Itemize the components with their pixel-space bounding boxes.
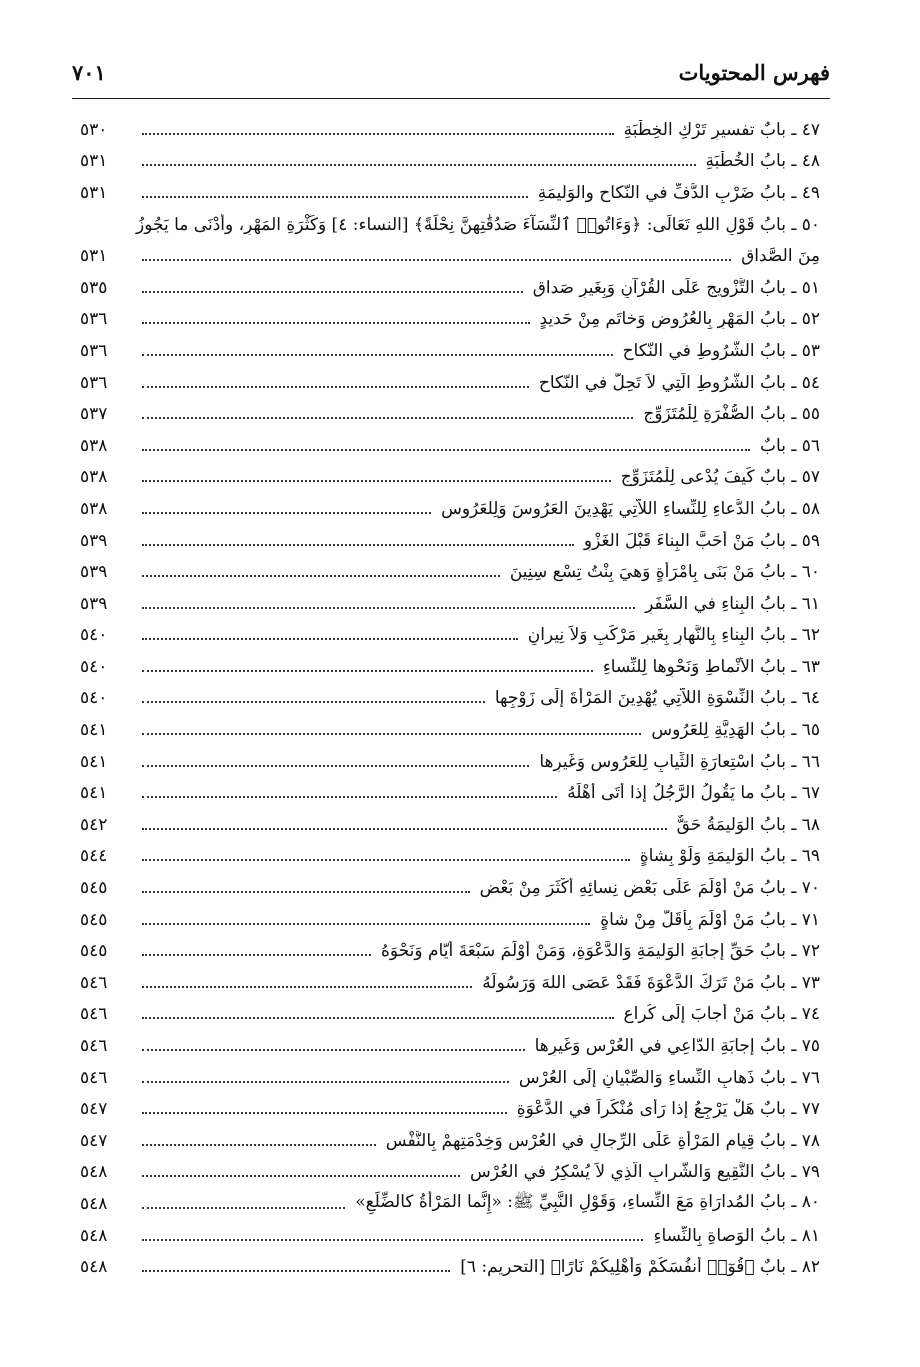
toc-entry — [80, 1251, 820, 1283]
toc-entry-page: ٥٤٦ — [80, 1036, 108, 1057]
toc-entry-title: ٥٢ ـ بابُ المَهْرِ بِالعُرُوضِ وَخاتَمٍ مِنْ حَديدٍ — [539, 309, 820, 330]
dot-leader — [142, 1112, 507, 1114]
toc-entry-title: ٦٢ ـ بابُ البِناءِ بِالنَّهارِ بِغَيرِ مَرْكَبٍ وَلاَ نِيرانٍ — [527, 625, 820, 646]
toc-entry-title: ٦٤ ـ بابُ النِّسْوَةِ اللاّتِي يُهْدِينَ المَرْأَةَ إِلَى زَوْجِها — [494, 688, 820, 709]
toc-entry-title: ٤٧ ـ بابٌ تفسيرِ تَرْكِ الخِطْبَةِ — [623, 119, 820, 140]
dot-leader — [142, 1175, 460, 1177]
toc-entry-page: ٥٤٠ — [80, 656, 108, 677]
toc-entry-page: ٥٤٨ — [80, 1257, 108, 1278]
page-title: فهرس المحتويات — [678, 60, 830, 85]
toc-entry-page: ٥٤٦ — [80, 1004, 108, 1025]
dot-leader — [142, 1049, 525, 1051]
toc-entry-page: ٥٣٦ — [80, 372, 108, 393]
toc-entry-title: ٧٩ ـ بابُ النَّقِيعِ وَالشَّرابِ الَّذِي لاَ يُسْكِرُ في العُرْسِ — [469, 1162, 820, 1183]
toc-entry-title: مِنَ الصَّداقِ — [741, 246, 820, 267]
toc-entry — [80, 999, 820, 1031]
toc-entry — [80, 1093, 820, 1125]
toc-entry — [80, 398, 820, 430]
toc-entry — [80, 430, 820, 462]
toc-entry-title: ٦٥ ـ بابُ الهَدِيَّةِ لِلعَرُوسِ — [651, 720, 820, 741]
toc-entry-page: ٥٤١ — [80, 783, 108, 804]
toc-entry-title: ٧٥ ـ بابُ إِجابَةِ الدّاعِي في العُرْسِ وَغَيرِها — [534, 1036, 820, 1057]
toc-entry-title: ٥٩ ـ بابُ مَنْ أَحَبَّ البِناءَ قَبْلَ الغَزْوِ — [583, 530, 820, 551]
toc-entry-title: ٤٩ ـ بابُ ضَرْبِ الدُّفِّ في النّكاح والوَليمَةِ — [537, 182, 820, 203]
toc-entry — [80, 620, 820, 652]
toc-entry-title: ٦٩ ـ بابُ الوَليمَةِ وَلَوْ بِشاةٍ — [639, 846, 820, 867]
toc-entry — [80, 746, 820, 778]
toc-entry-page: ٥٤٨ — [80, 1162, 108, 1183]
toc-entry — [80, 462, 820, 494]
toc-entry-title: ٥١ ـ بابُ التَّزْويجِ عَلَى القُرْآنِ وَبِغَيرِ صَداقٍ — [532, 277, 820, 298]
toc-entry-title: ٥٣ ـ بابُ الشُّرُوطِ في النّكاحِ — [622, 340, 820, 361]
dot-leader — [142, 291, 523, 293]
toc-entry-title: ٧٢ ـ بابُ حَقِّ إِجابَةِ الوَليمَةِ وَالدَّعْوَةِ، وَمَنْ أَوْلَمَ سَبْعَةَ أَيّامٍ وَنَحْوَهُ — [381, 941, 820, 962]
toc-entry-page: ٥٣٦ — [80, 309, 108, 330]
dot-leader — [142, 575, 500, 577]
toc-entry-page: ٥٣١ — [80, 246, 108, 267]
dot-leader — [142, 164, 696, 166]
toc-entry — [80, 525, 820, 557]
toc-entry — [80, 683, 820, 715]
dot-leader — [142, 607, 635, 609]
dot-leader — [142, 512, 431, 514]
page-header — [72, 52, 830, 99]
toc-entry — [80, 714, 820, 746]
dot-leader — [142, 322, 530, 324]
toc-entry-title: ٧٧ ـ بابٌ هَلْ يَرْجِعُ إِذا رَأَى مُنْكَراً في الدَّعْوَةِ — [516, 1099, 820, 1120]
toc-entry-page: ٥٤٧ — [80, 1130, 108, 1151]
toc-entry-page: ٥٤٥ — [80, 909, 108, 930]
toc-entry-page: ٥٣٨ — [80, 467, 108, 488]
toc-entry-page: ٥٤٦ — [80, 972, 108, 993]
toc-entry-title: ٥٥ ـ بابُ الصُّفْرَةِ لِلْمُتَزَوِّجِ — [643, 404, 820, 425]
toc-entry — [80, 493, 820, 525]
toc-entry-page: ٥٤١ — [80, 751, 108, 772]
toc-entry-title: ٧١ ـ بابُ مَنْ أَوْلَمَ بِأَقَلَّ مِنْ شاةٍ — [600, 909, 820, 930]
dot-leader — [142, 133, 614, 135]
dot-leader — [142, 544, 574, 546]
toc-entry-title: ٨٢ ـ بابٌ ﴿قُوٓا۟ أَنفُسَكُمْ وَأَهْلِيكُمْ نَارًا﴾ [التحريم: ٦] — [460, 1257, 820, 1278]
toc-entry-page: ٥٣٩ — [80, 593, 108, 614]
toc-entry-title: ٨١ ـ بابُ الوَصاةِ بِالنِّساءِ — [653, 1225, 820, 1246]
toc-entry — [80, 1125, 820, 1157]
dot-leader — [142, 1270, 450, 1272]
toc-entry-title: ٦٠ ـ بابُ مَنْ بَنَى بِامْرَأَةٍ وَهيَ بِنْتُ تِسْعِ سِنِينَ — [509, 562, 820, 583]
toc-entry — [80, 272, 820, 304]
toc-entry-page: ٥٤٠ — [80, 625, 108, 646]
dot-leader — [142, 1144, 376, 1146]
toc-entry — [80, 556, 820, 588]
toc-entry-title: ٧٨ ـ بابُ قِيامِ المَرْأَةِ عَلَى الرِّجالِ في العُرْسِ وَخِدْمَتِهِمْ بِالنَّفْسِ — [385, 1130, 820, 1151]
toc-entry-page: ٥٣٩ — [80, 530, 108, 551]
toc-entry-page: ٥٤٧ — [80, 1099, 108, 1120]
toc-entry-title: ٥٨ ـ بابُ الدُّعاءِ لِلنِّساءِ اللاّتِي يَهْدِينَ العَرُوسَ وَلِلعَرُوسِ — [441, 498, 820, 519]
dot-leader — [142, 701, 485, 703]
toc-entry-page: ٥٤٦ — [80, 1067, 108, 1088]
dot-leader — [142, 954, 371, 956]
toc-entry-page: ٥٣٩ — [80, 562, 108, 583]
toc-entry-page: ٥٤٨ — [80, 1193, 108, 1214]
toc-entry — [80, 1157, 820, 1189]
dot-leader — [142, 417, 633, 419]
dot-leader — [142, 1207, 345, 1209]
toc-entry-title: ٧٠ ـ بابُ مَنْ أَوْلَمَ عَلَى بَعْضِ نِسائِهِ أَكْثَرَ مِنْ بَعْضٍ — [479, 878, 820, 899]
toc-entry-title: ٥٠ ـ بابُ قَوْلِ اللهِ تَعَالَى: ﴿وَءَاتُوا۟ ٱلنِّسَآءَ صَدُقَٰتِهِنَّ نِحْلَةً﴾ [النساء: ٤] وَكَثْرَةِ المَهْرِ، وأَدْنَى ما يَجُوزُ — [136, 215, 820, 236]
dot-leader — [142, 859, 630, 861]
dot-leader — [142, 259, 731, 261]
toc-entry-title: ٤٨ ـ بابُ الخُطْبَةِ — [705, 151, 820, 172]
dot-leader — [142, 1239, 643, 1241]
dot-leader — [142, 891, 470, 893]
toc-entry — [80, 177, 820, 209]
toc-entry-title: ٦٨ ـ بابُ الوَليمَةُ حَقٌّ — [676, 814, 820, 835]
dot-leader — [142, 1017, 614, 1019]
dot-leader — [142, 480, 611, 482]
toc-entry — [80, 1220, 820, 1252]
toc-entry-page: ٥٤٨ — [80, 1225, 108, 1246]
toc-entry — [80, 809, 820, 841]
dot-leader — [142, 923, 590, 925]
toc-entry — [80, 967, 820, 999]
dot-leader — [142, 733, 641, 735]
toc-entry-page: ٥٤١ — [80, 720, 108, 741]
toc-entry-page: ٥٤٢ — [80, 814, 108, 835]
toc-entry — [80, 904, 820, 936]
toc-entry-title: ٥٤ ـ بابُ الشُّرُوطِ الَّتِي لاَ تَحِلُّ في النّكاحِ — [538, 372, 820, 393]
toc-entry — [80, 304, 820, 336]
toc-entry — [80, 209, 820, 241]
toc-entry-title: ٦١ ـ بابُ البِناءِ في السَّفَرِ — [645, 593, 820, 614]
toc-entry-page: ٥٣٧ — [80, 404, 108, 425]
toc-entry — [80, 841, 820, 873]
toc-entry — [80, 651, 820, 683]
toc-entry — [80, 935, 820, 967]
toc-entry-page: ٥٣٥ — [80, 277, 108, 298]
toc-entry-page: ٥٤٥ — [80, 941, 108, 962]
toc-entry-title: ٦٣ ـ بابُ الأَنْماطِ وَنَحْوِها لِلنِّساءِ — [602, 656, 820, 677]
toc-entry — [80, 872, 820, 904]
toc-entry — [80, 367, 820, 399]
toc-entry-title: ٥٧ ـ بابٌ كَيفَ يُدْعى لِلْمُتَزَوِّجِ — [620, 467, 820, 488]
toc-entry-page: ٥٤٠ — [80, 688, 108, 709]
toc-entry — [80, 777, 820, 809]
toc-entry — [80, 1188, 820, 1220]
toc-entry-title: ٧٣ ـ بابُ مَنْ تَرَكَ الدَّعْوَةَ فَقَدْ عَصَى اللهَ وَرَسُولَهُ — [482, 972, 820, 993]
toc-entry-title: ٨٠ ـ بابُ المُدارَاةِ مَعَ النِّساءِ، وَقَوْلِ النَّبِيِّ ﷺ: «إِنَّما المَرْأَةُ كالضِّلَعِ» — [355, 1192, 820, 1213]
toc-entry-page: ٥٣٨ — [80, 498, 108, 519]
dot-leader — [142, 196, 528, 198]
toc-entry-title: ٧٤ ـ بابُ مَنْ أَجابَ إِلَى كُراعٍ — [623, 1004, 820, 1025]
table-of-contents — [80, 114, 820, 1283]
toc-entry — [80, 114, 820, 146]
toc-entry-title: ٦٦ ـ بابُ اسْتِعارَةِ الثِّيابِ لِلعَرُوسِ وَغَيرِها — [539, 751, 820, 772]
toc-entry-page: ٥٤٥ — [80, 878, 108, 899]
toc-entry-page: ٥٣٨ — [80, 435, 108, 456]
dot-leader — [142, 449, 750, 451]
dot-leader — [142, 670, 593, 672]
toc-entry — [80, 240, 820, 272]
dot-leader — [142, 638, 518, 640]
toc-entry-title: ٧٦ ـ بابُ ذَهابِ النِّساءِ وَالصِّبْيانِ إِلَى العُرْسِ — [518, 1067, 820, 1088]
toc-entry — [80, 146, 820, 178]
dot-leader — [142, 386, 529, 388]
toc-entry-page: ٥٤٤ — [80, 846, 108, 867]
toc-entry — [80, 335, 820, 367]
toc-entry-page: ٥٣٠ — [80, 119, 108, 140]
toc-entry-title: ٦٧ ـ بابُ ما يَقُولُ الرَّجُلُ إِذا أَتَى أَهْلَهُ — [567, 783, 820, 804]
dot-leader — [142, 1081, 509, 1083]
dot-leader — [142, 765, 529, 767]
toc-entry — [80, 588, 820, 620]
dot-leader — [142, 796, 557, 798]
toc-entry-page: ٥٣١ — [80, 151, 108, 172]
toc-entry — [80, 1062, 820, 1094]
toc-entry-title: ٥٦ ـ بابٌ — [760, 435, 820, 456]
dot-leader — [142, 986, 472, 988]
toc-entry — [80, 1030, 820, 1062]
toc-entry-page: ٥٣١ — [80, 182, 108, 203]
dot-leader — [142, 354, 613, 356]
page-number: ٧٠١ — [72, 60, 106, 85]
toc-entry-page: ٥٣٦ — [80, 340, 108, 361]
dot-leader — [142, 828, 667, 830]
